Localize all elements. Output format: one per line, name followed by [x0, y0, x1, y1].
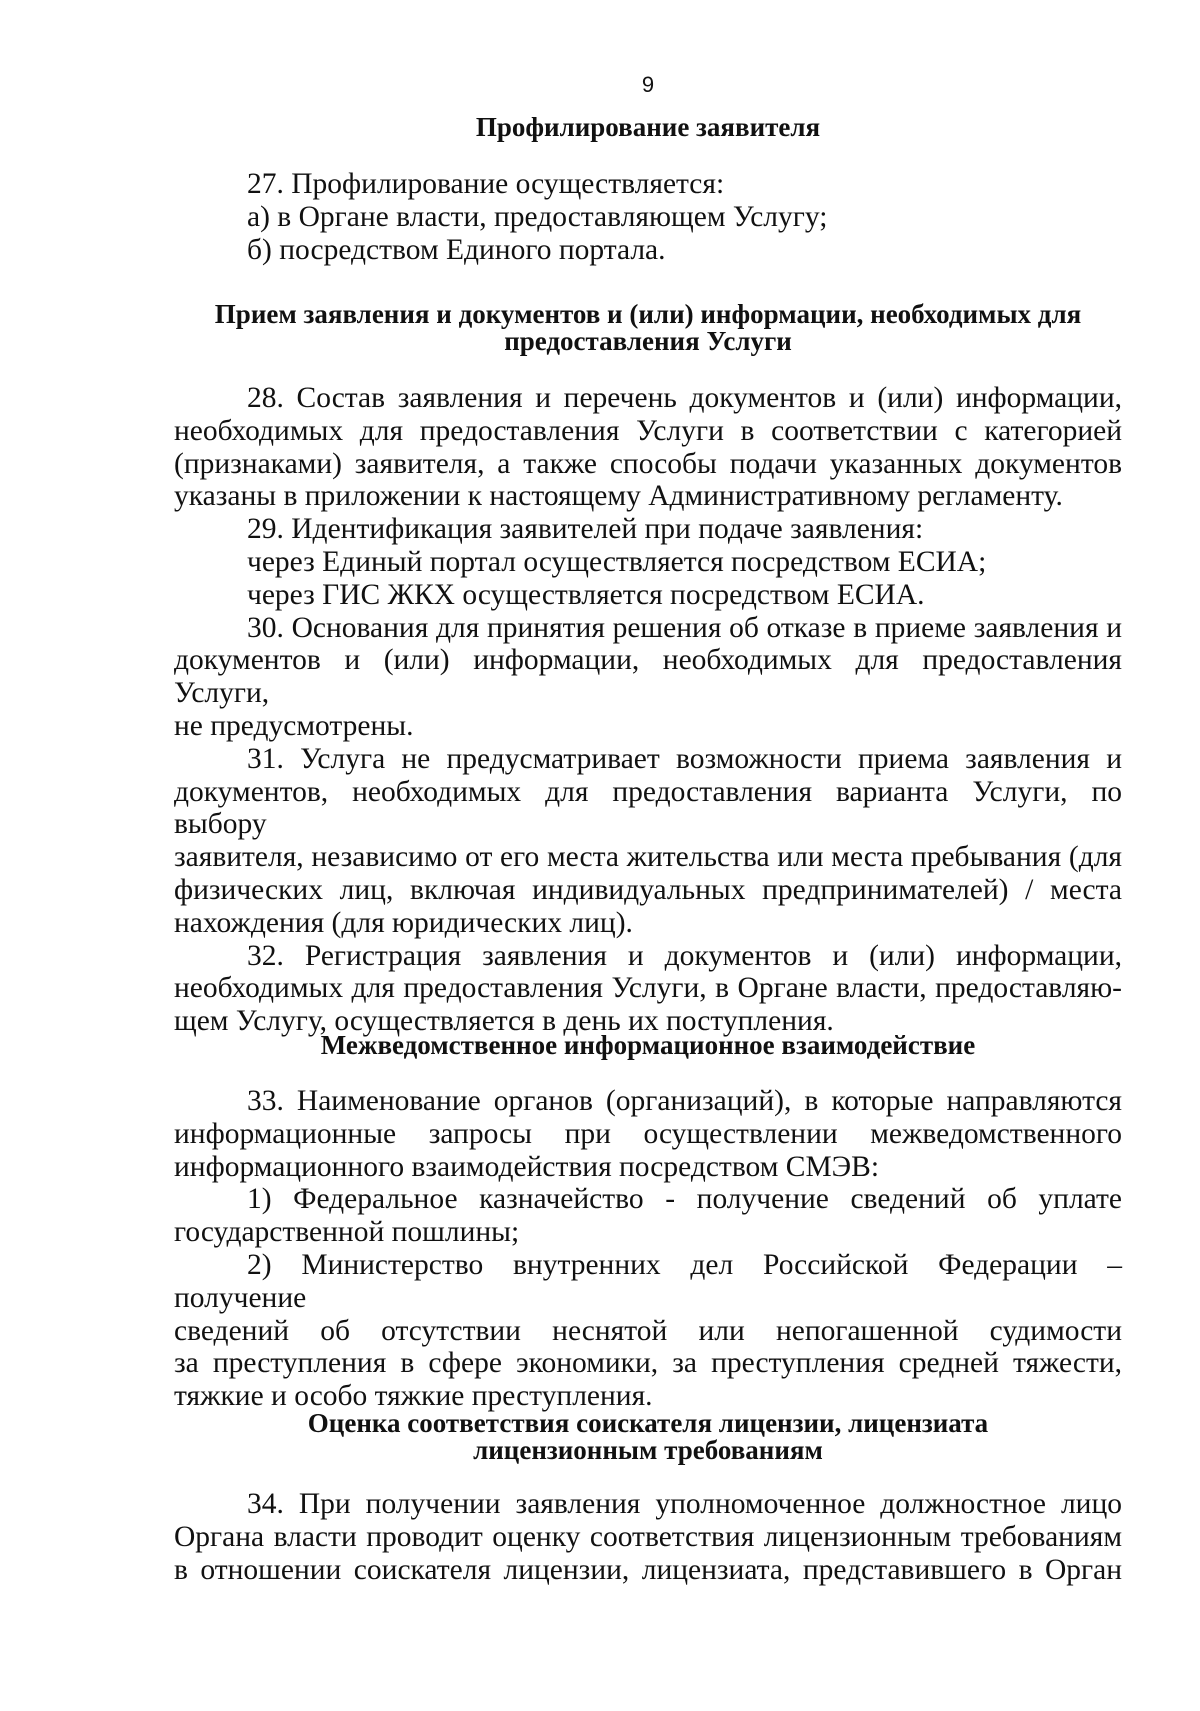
paragraph-27-a: а) в Органе власти, предоставляющем Услугу;: [247, 200, 828, 233]
paragraph-31-line: физических лиц, включая индивидуальных предпринимателей) / места: [174, 873, 1122, 906]
heading-assessment-line1: Оценка соответствия соискателя лицензии, лицензиата: [307, 1408, 989, 1438]
paragraph-31-line: нахождения (для юридических лиц).: [174, 906, 633, 939]
paragraph-29-line: 29. Идентификация заявителей при подаче заявления:: [247, 513, 924, 546]
assessment-paragraphs: [174, 1488, 1122, 1586]
paragraph-29-line: через ГИС ЖКХ осуществляется посредством ЕСИА.: [247, 578, 925, 611]
profiling-paragraphs: [174, 168, 1122, 266]
paragraph-29-line: через Единый портал осуществляется посредством ЕСИА;: [247, 545, 987, 578]
item-2-line: за преступления в сфере экономики, за преступления средней тяжести,: [174, 1347, 1122, 1380]
page-number: 9: [641, 72, 655, 97]
paragraph-30-line: документов и (или) информации, необходимых для предоставления Услуги,: [174, 644, 1122, 710]
paragraph-28-line: (признаками) заявителя, а также способы подачи указанных документов: [174, 447, 1122, 480]
item-1-line: государственной пошлины;: [174, 1216, 520, 1249]
paragraph-34-line: 34. При получении заявления уполномоченное должностное лицо: [247, 1488, 1122, 1520]
heading-reception-line1: Прием заявления и документов и (или) информации, необходимых для: [214, 299, 1082, 329]
heading-profiling: Профилирование заявителя: [475, 112, 821, 142]
interagency-paragraphs: [174, 1085, 1122, 1413]
item-2-line: 2) Министерство внутренних дел Российской Федерации – получение: [174, 1248, 1122, 1314]
paragraph-33-line: информационного взаимодействия посредством СМЭВ:: [174, 1150, 880, 1183]
paragraph-30-line: не предусмотрены.: [174, 709, 414, 742]
heading-assessment-line2: лицензионным требованиям: [473, 1435, 823, 1465]
paragraph-28-line: указаны в приложении к настоящему Административному регламенту.: [174, 480, 1063, 513]
paragraph-27: 27. Профилирование осуществляется:: [247, 168, 725, 200]
paragraph-32-line: щем Услугу, осуществляется в день их поступления.: [174, 1005, 834, 1038]
paragraph-33-line: 33. Наименование органов (организаций), в которые направляются: [247, 1085, 1122, 1117]
paragraph-28-line: 28. Состав заявления и перечень документов и (или) информации,: [247, 382, 1122, 414]
paragraph-34-line: Органа власти проводит оценку соответствия лицензионным требованиям: [174, 1520, 1122, 1553]
heading-reception-line2: предоставления Услуги: [504, 326, 792, 356]
heading-interagency: Межведомственное информационное взаимодействие: [320, 1030, 976, 1060]
paragraph-28-line: необходимых для предоставления Услуги в соответствии с категорией: [174, 414, 1122, 447]
item-2-line: тяжкие и особо тяжкие преступления.: [174, 1380, 653, 1413]
paragraph-27-b: б) посредством Единого портала.: [247, 233, 666, 266]
item-2-line: сведений об отсутствии неснятой или непогашенной судимости: [174, 1314, 1122, 1347]
paragraph-32-line: необходимых для предоставления Услуги, в Органе власти, предоставляю-: [174, 972, 1122, 1005]
paragraph-31-line: заявителя, независимо от его места жительства или места пребывания (для: [174, 841, 1122, 874]
paragraph-30-line: 30. Основания для принятия решения об отказе в приеме заявления и: [247, 611, 1122, 644]
paragraph-34-line: в отношении соискателя лицензии, лицензиата, представившего в Орган: [174, 1553, 1122, 1586]
paragraph-33-line: информационные запросы при осуществлении межведомственного: [174, 1117, 1122, 1150]
paragraph-32-line: 32. Регистрация заявления и документов и (или) информации,: [247, 939, 1122, 972]
paragraph-31-line: документов, необходимых для предоставления варианта Услуги, по выбору: [174, 775, 1122, 841]
reception-paragraphs: [174, 382, 1122, 1038]
item-1-line: 1) Федеральное казначейство - получение сведений об уплате: [247, 1183, 1122, 1216]
paragraph-31-line: 31. Услуга не предусматривает возможности приема заявления и: [247, 742, 1122, 775]
